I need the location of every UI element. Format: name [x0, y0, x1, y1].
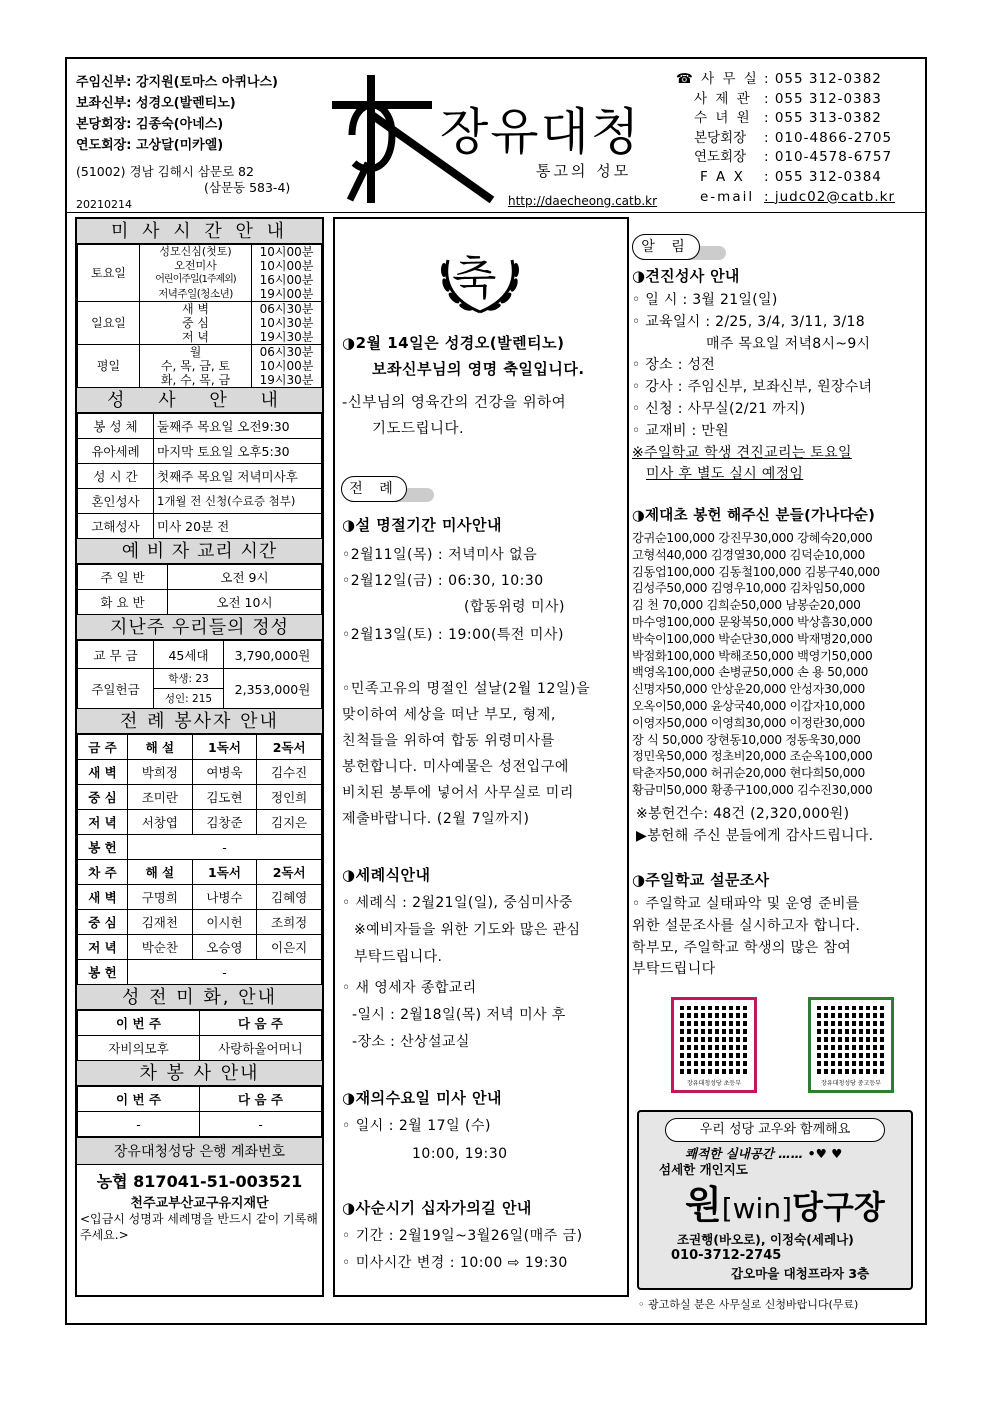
- survey-title: ◑주일학교 설문조사: [632, 871, 770, 889]
- address: (51002) 경남 김해시 삼문로 82 (삼문동 583-4): [76, 164, 291, 195]
- bulletin-title: 장유대청: [440, 103, 642, 161]
- catechism-heading: 예 비 자 교리 시간: [77, 539, 322, 564]
- bank-heading: 장유대청성당 은행 계좌번호: [77, 1137, 322, 1165]
- sacraments-table: 봉 성 체 둘째주 목요일 오전9:30 유아세례 마지막 토요일 오후5:30 성 시 간 첫째주 목요일 저녁미사후 혼인성사 1개월 전 신청(수료증 첨부) 고해성사 미사 20분 전: [77, 413, 322, 539]
- contact-row: ☎ 사 무 실 : 055 312-0382: [676, 71, 882, 87]
- flowers-heading: 성 전 미 화, 안내: [77, 985, 322, 1010]
- vehicle-table: 이 번 주 다 음 주 - -: [77, 1086, 322, 1137]
- advertisement: 우리 성당 교우와 함께해요 쾌적한 실내공간 …… •♥ ♥ 섬세한 개인지도 원[win]당구장 조권행(바오로), 이정숙(세레나) 010-3712-2745 갑오마을 대청프라자 3층: [637, 1110, 913, 1290]
- donor-list: 강귀순100,000 강진무30,000 강혜숙20,000 고형석40,000 김경열30,000 김덕순10,000 김동업100,000 김동철100,000 김봉구40,000 김성주50,000 김영우10,000 김차임50,000 김 천 70,000 김희순50,000 남봉순20,000 마수영100,000 문왕복50,000 박상흠30,000 박숙이100,000 박순단30,000 박재명20,000 박점화100,000 박해조50,000 백영기50,000 백영옥100,000 손병균50,000 손 용 50,000 신명자50,000 안상운20,000 안성자30,000 오옥이50,000 윤상국40,000 이갑자10,000 이영자50,000 이영희30,000 이정란30,000 장 식 50,000 장현동10,000 정동욱30,000 정민욱50,000 정초비20,000 조순옥100,000 탁춘자50,000 허귀순20,000 현다희50,000 황금미50,000 황종구100,000 김수진30,000: [632, 531, 880, 797]
- email-link[interactable]: : judc02@catb.kr: [764, 188, 896, 205]
- donor-title: ◑제대초 봉헌 해주신 분들(가나다순): [632, 508, 876, 524]
- contact-row: F A X : 055 312-0384: [700, 168, 882, 185]
- servers-heading: 전 례 봉사자 안내: [77, 709, 322, 734]
- bank-info: [77, 1165, 322, 1247]
- website-link[interactable]: http://daecheong.catb.kr: [508, 194, 658, 208]
- liturgy-tag: 전 례: [341, 476, 407, 502]
- baptism-lines: ◦ 세례식 : 2월21일(일), 중심미사중 ※예비자들을 위한 기도와 많은 관심 부탁드립니다. ◦ 새 영세자 종합교리 -일시 : 2월18일(목) 저녁 미사 후 -장소 : 산상설교실: [342, 895, 581, 1050]
- lent-title: ◑사순시기 십자가의길 안내: [342, 1199, 532, 1217]
- region-president: 연도회장: 고상달(미카엘): [76, 138, 224, 153]
- mass-times-table: 토요일 성모신심(첫토) 오전미사 어린이주일(1주제외) 저녁주일(청소년) 10시00분 10시00분 16시00분 19시00분 일요일 새 벽 중 심 저 녁 06시30분 10시30분 19시30분 평일 월 수, 목, 금, 토 화, 수, 목, 금 06시30분 10시00분 19시30분: [77, 244, 322, 388]
- ad-note: ◦ 광고하실 분은 사무실로 신청바랍니다(무료): [638, 1298, 859, 1311]
- vehicle-heading: 차 봉 사 안내: [77, 1061, 322, 1086]
- servers-table: 금 주 해 설 1독서 2독서 새 벽 박희정 여병욱 김수진 중 심 조미란 김도현 정인희 저 녁 서창엽 김창준 김지은 봉 헌 - 차 주 해 설 1독서 2독서 새 벽 구명희 나병수 김혜영 중 심 김재천 이시헌 조희정 저 녁 박순찬 오승영 이은지 봉 헌 -: [77, 734, 322, 985]
- notice-tag: 알 림: [632, 234, 700, 260]
- baptism-title: ◑세례식안내: [342, 866, 431, 884]
- bulletin-subtitle: 통고의 성모: [536, 162, 632, 180]
- contact-row: 수 녀 원 : 055 313-0382: [694, 110, 882, 127]
- parish-president: 본당회장: 김종숙(아네스): [76, 117, 224, 132]
- feast-title: ◑2월 14일은 성경오(발렌티노): [342, 334, 565, 352]
- left-column: [75, 217, 324, 1297]
- qr-code-icon: [817, 1006, 885, 1074]
- offering-table: 교 무 금 45세대 3,790,000원 주일헌금 학생: 23 2,353,000원 성인: 215: [77, 640, 322, 709]
- lunar-paragraph: ◦민족고유의 명절인 설날(2월 12일)을 맞이하여 세상을 떠난 부모, 형제, 친척들을 위하여 합동 위령미사를 봉헌합니다. 미사예물은 성전입구에 비치된 봉투에 넣어서 사무실로 미리 제출바랍니다. (2월 7일까지): [342, 681, 591, 827]
- bank-account: 농협 817041-51-003521: [96, 1172, 303, 1191]
- ad-business-name: 원[win]당구장: [685, 1183, 885, 1227]
- assistant-pastor: 보좌신부: 성경오(발렌티노): [76, 96, 236, 111]
- ad-heading: 우리 성당 교우와 함께해요: [665, 1118, 885, 1142]
- contact-row: 사 제 관 : 055 312-0383: [694, 90, 882, 107]
- confirmation-title: ◑견진성사 안내: [632, 267, 740, 285]
- contact-row: 본당회장 : 010-4866-2705: [694, 129, 893, 146]
- offering-heading: 지난주 우리들의 정성: [77, 615, 322, 640]
- flowers-table: 이 번 주 다 음 주 자비의모후 사랑하올어머니: [77, 1010, 322, 1061]
- confirmation-lines: ◦ 일 시 : 3월 21일(일) ◦ 교육일시 : 2/25, 3/4, 3/11, 3/18 매주 목요일 저녁8시~9시 ◦ 장소 : 성전 ◦ 강사 : 주임신부, 보좌신부, 원장수녀 ◦ 신청 : 사무실(2/21 까지) ◦ 교재비 : 만원 ※주일학교 학생 견진교리는 토요일 미사 후 별도 실시 예정임: [632, 292, 873, 483]
- header-divider: [66, 212, 926, 213]
- issue-date: 20210214: [76, 198, 132, 211]
- lunar-new-year-title: ◑설 명절기간 미사안내: [342, 516, 502, 534]
- mass-times-heading: 미 사 시 간 안 내: [77, 219, 322, 244]
- celebration-char: 축: [452, 251, 497, 305]
- catechism-table: 주 일 반 오전 9시 화 요 반 오전 10시: [77, 564, 322, 615]
- bank-holder: 천주교부산교구유지재단: [130, 1196, 269, 1211]
- bank-note: <입금시 성명과 세례명을 반드시 같이 기록해 주세요.>: [80, 1212, 318, 1242]
- ash-wednesday-title: ◑재의수요일 미사 안내: [342, 1089, 502, 1107]
- survey-lines: ◦ 주일학교 실태파악 및 운영 준비를 위한 설문조사를 실시하고자 합니다. 학부모, 주일학교 학생의 많은 참여 부탁드립니다: [632, 896, 861, 978]
- pastor: 주임신부: 강지원(토마스 아퀴나스): [76, 75, 278, 90]
- sacraments-heading: 성 사 안 내: [77, 388, 322, 413]
- qr-code-elementary[interactable]: 장유대청성당 초등부: [671, 997, 757, 1093]
- qr-code-icon: [680, 1006, 748, 1074]
- donor-thanks: ▶봉헌해 주신 분들에게 감사드립니다.: [636, 828, 874, 844]
- clergy-list: [76, 72, 278, 156]
- contact-list: [676, 70, 895, 207]
- qr-code-youth[interactable]: 장유대청성당 중고등부: [808, 997, 894, 1093]
- contact-row: e-mail : judc02@catb.kr: [676, 188, 895, 208]
- contact-row: 연도회장 : 010-4578-6757: [694, 149, 893, 166]
- donor-total: ※봉헌건수: 48건 (2,320,000원): [636, 806, 850, 822]
